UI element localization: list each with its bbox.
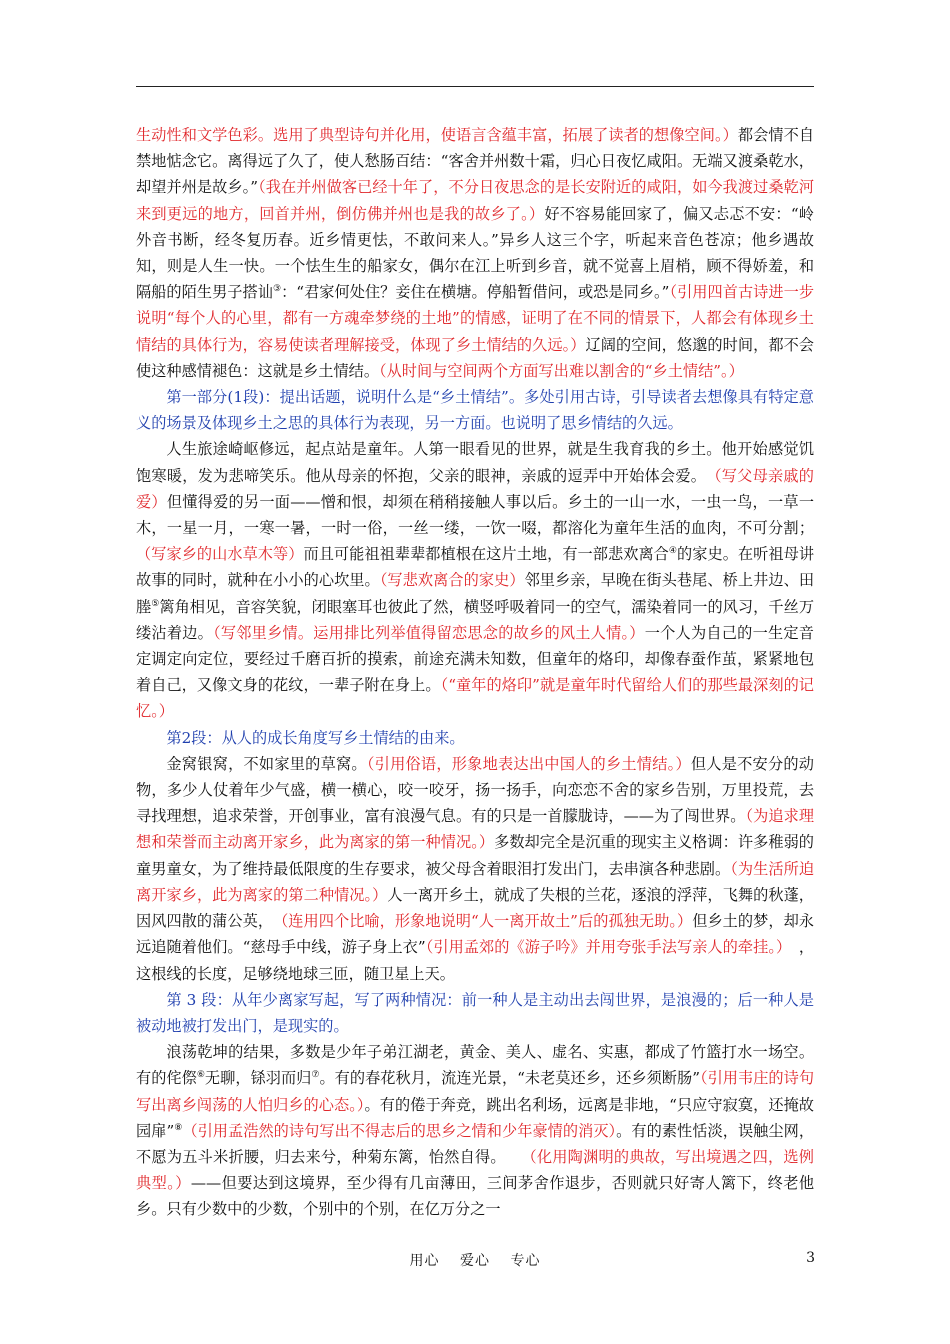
body-text: 人生旅途崎岖修远，起点站是童年。人第一眼看见的世界，就是生我育我的乡土。他开始感觉饥饱寒暖，发为悲啼笑乐。他从母亲的怀抱，父亲的眼神，亲戚的逗弄中开始体会爱。 — [136, 440, 814, 485]
annotation-text: （我在并州做客已经十年了，不分日夜思念的是长安附近的咸阳，如今我渡过桑乾河来到更远的地方，回首并州，倒仿佛并州也是我的故乡了。） — [136, 178, 815, 223]
body-text: 浪荡乾坤的结果，多数是少年子弟江湖老，黄金、美人、虚名、实惠，都成了竹篮打水一场空。有的侘傺 — [136, 1043, 814, 1088]
body-text: ：“君家何处住？妾住在横塘。停船暂借问，或恐是同乡。” — [281, 283, 670, 302]
summary-text: 第一部分(1段)：提出话题，说明什么是“乡土情结”。多处引用古诗，引导读者去想像具有特定意义的场景及体现乡土之思的具体行为表现，另一方面。也说明了思乡情结的久远。 — [136, 388, 814, 433]
footnote-marker: ③ — [272, 284, 282, 295]
annotation-text: （写家乡的山水草木等） — [136, 545, 304, 564]
annotation-text: （为追求理想和荣誉而主动离开家乡，此为离家的第一种情况。） — [136, 807, 815, 852]
footnote-marker: ④ — [668, 546, 678, 557]
summary-text: 第 3 段：从年少离家写起，写了两种情况：前一种人是主动出去闯世界，是浪漫的；后一种人是被动地被打发出门，是现实的。 — [136, 990, 814, 1035]
annotation-text: （“童年的烙印”就是童年时代留给人们的那些最深刻的记忆。） — [136, 676, 814, 721]
footnote-marker: ⑤ — [151, 598, 160, 609]
annotation-text: （引用孟郊的《游子吟》并用夸张手法写亲人的牵挂。） — [425, 938, 784, 957]
body-text: 但懂得爱的另一面——憎和恨，却须在稍稍接触人事以后。乡土的一山一水，一虫一鸟，一草一木，一星一月，一寒一暑，一时一俗，一丝一缕，一饮一啜，都溶化为童年生活的血肉，不可分割； — [136, 492, 815, 538]
annotation-text: （写父母亲戚的爱） — [136, 466, 814, 511]
annotation-text: （写邻里乡情。运用排比列举值得留恋思念的故乡的风土人情。） — [213, 623, 645, 642]
body-text: 金窝银窝，不如家里的草窝。 — [166, 754, 367, 773]
paragraph — [136, 725, 814, 751]
paragraph — [136, 987, 814, 1039]
body-text: 。有的春花秋月，流连光景，“未老莫还乡，还乡须断肠” — [319, 1069, 700, 1088]
paragraph — [136, 122, 814, 384]
annotation-text: （引用韦庄的诗句写出离乡闯荡的人怕归乡的心态。） — [136, 1069, 815, 1114]
paragraph — [136, 1039, 814, 1222]
paragraph — [136, 384, 814, 436]
annotation-text: （引用俗语，形象地表达出中国人的乡土情结。） — [366, 754, 691, 773]
annotation-text: （从时间与空间两个方面写出难以割舍的“乡土情结”。） — [379, 361, 744, 380]
body-text: 但乡土的梦，却永远追随着他们。“慈母手中线，游子身上衣” — [136, 912, 814, 957]
annotation-text: （为生活所迫离开家乡，此为离家的第二种情况。） — [136, 859, 815, 904]
footer-motto: 用心 爱心 专心 — [409, 1253, 541, 1269]
body-text: 无聊，铩羽而归 — [204, 1069, 312, 1088]
body-text: ——但要达到这境界，至少得有几亩薄田，三间茅舍作退步，否则就只好寄人篱下，终老他乡。只有少数中的少数，个别中的个别，在亿万分之一 — [136, 1174, 815, 1219]
annotation-text: （引用孟浩然的诗句写出不得志后的思乡之情和少年豪情的消灭） — [182, 1121, 617, 1140]
paragraph — [136, 436, 814, 724]
page-number: 3 — [806, 1250, 815, 1266]
body-text: ，这根线的长度，足够绕地球三匝，随卫星上天。 — [136, 938, 815, 983]
footnote-marker: ⑦ — [311, 1070, 320, 1081]
body-text: 篱角相见，音容笑貌，闭眼塞耳也彼此了然，横竖呼吸着同一的空气，濡染着同一的风习，千丝万缕沾着边。 — [136, 597, 815, 642]
header-rule — [136, 86, 814, 87]
body-text: 多数却完全是沉重的现实主义格调：许多稚弱的童男童女，为了维持最低限度的生存要求，被父母含着眼泪打发出门，去串演各种悲剧。 — [136, 833, 814, 878]
body-text: 辽阔的空间，悠邈的时间，都不会使这种感情褪色：这就是乡土情结。 — [136, 335, 814, 380]
body-text: 。有的倦于奔竞，跳出名利场，远离是非地，“只应守寂寞，还掩故园扉” — [136, 1095, 814, 1140]
document-body — [136, 122, 814, 1223]
body-text: 人一离开乡土，就成了失根的兰花，逐浪的浮萍，飞舞的秋蓬，因风四散的蒲公英， — [136, 885, 814, 931]
summary-text: 第2段：从人的成长角度写乡土情结的由来。 — [166, 728, 465, 747]
body-text: 而且可能祖祖辈辈都植根在这片土地，有一部悲欢离合 — [303, 545, 669, 564]
annotation-text: 生动性和文学色彩。选用了典型诗句并化用，使语言含蕴丰富，拓展了读者的想像空间。） — [136, 126, 738, 144]
body-text: 的家史。在听祖母讲故事的同时，就种在小小的心坎里。 — [136, 545, 815, 590]
annotation-text: （连用四个比喻，形象地说明“人一离开故土”后的孤独无助。） — [280, 912, 693, 931]
body-text: 好不容易能回家了，偏又忐忑不安：“岭外音书断，经冬复历春。近乡情更怯，不敢问来人。”异乡人这三个字，听起来音色苍凉；他乡遇故知，则是人生一快。一个怯生生的船家女，偶尔在江上听到乡音，就不觉喜上眉梢，顾不得娇羞，和隔船的陌生男子搭讪 — [136, 204, 814, 302]
annotation-text: （化用陶渊明的典故，写出境遇之四，选例典型。） — [136, 1147, 814, 1193]
annotation-text: （引用四首古诗进一步说明“每个人的心里，都有一方魂牵梦绕的土地”的情感，证明了在不同的情景下，人都会有体现乡土情结的具体行为，容易使读者理解接受，体现了乡土情结的久远。） — [136, 283, 815, 354]
body-text: 邻里乡亲，早晚在街头巷尾、桥上井边、田塍 — [136, 571, 815, 616]
paragraph — [136, 751, 814, 987]
body-text: 。有的素性恬淡，误触尘网，不愿为五斗米折腰，归去来兮，种菊东篱，怡然自得。 — [136, 1121, 815, 1166]
footnote-marker: ⑥ — [196, 1070, 205, 1081]
annotation-text: （写悲欢离合的家史） — [379, 571, 525, 590]
body-text: 一个人为自己的一生定音定调定向定位，要经过千磨百折的摸索，前途充满未知数，但童年的烙印，却像春蚕作茧，紧紧地包着自己，又像文身的花纹，一辈子附在身上。 — [136, 623, 814, 695]
footnote-marker: ⑧ — [174, 1122, 183, 1133]
body-text: 都会情不自禁地惦念它。离得远了久了，使人愁肠百结：“客舍并州数十霜，归心日夜忆咸阳。无端又渡桑乾水，却望并州是故乡。” — [136, 126, 815, 197]
body-text: 但人是不安分的动物，多少人仗着年少气盛，横一横心，咬一咬牙，扬一扬手，向恋恋不舍的家乡告别，万里投荒，去寻找理想，追求荣誉，开创事业，富有浪漫气息。有的只是一首朦胧诗，——为了闯世界。 — [136, 754, 814, 826]
